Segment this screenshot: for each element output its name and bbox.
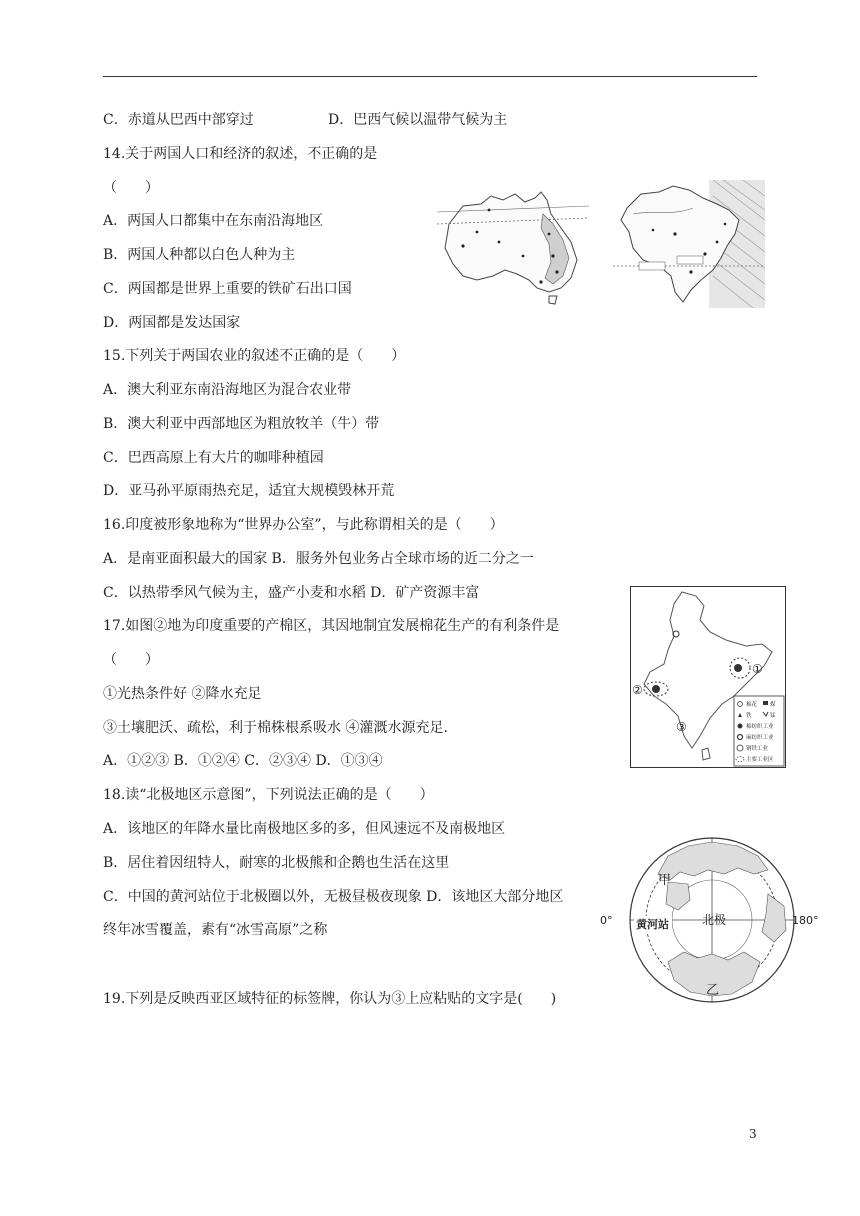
city-dot [522,255,525,258]
label-yellow-river-station: 黄河站 [636,918,669,931]
q15-stem: 15.下列关于两国农业的叙述不正确的是（ ） [103,348,406,364]
label-jia: 甲 [658,873,672,888]
india-map-figure [630,586,786,768]
q14-stem: 14.关于两国人口和经济的叙述，不正确的是 [103,146,378,162]
q15-option-a: A．澳大利亚东南沿海地区为混合农业带 [103,382,352,398]
city-dot [461,244,464,247]
q15-option-d: D．亚马孙平原雨热充足，适宜大规模毁林开荒 [103,483,395,499]
q18-options-cd: C．中国的黄河站位于北极圈以外，无极昼极夜现象 D．该地区大部分地区 [103,889,564,905]
australia-map-figure [433,184,593,306]
tasmania-outline [549,296,557,304]
city-dot [724,223,727,226]
arctic-map-figure [600,834,824,1008]
page-number: 3 [749,1127,757,1141]
region-marker-1: ① [752,662,763,676]
legend-iron: 铁 [746,713,752,719]
legend-cotton-textile: 棉纺织工业 [746,724,774,730]
q18-option-b: B．居住着因纽特人，耐寒的北极熊和企鹅也生活在这里 [103,855,450,871]
city-dot [539,280,542,283]
header-rule [103,76,757,77]
label-0-degrees: 0° [600,914,613,927]
label-north-pole: 北极 [702,913,727,927]
q18-option-a: A．该地区的年降水量比南极地区多的多，但风速远不及南极地区 [103,821,506,837]
q13-option-c: C．赤道从巴西中部穿过 [103,112,254,128]
q13-option-d: D．巴西气候以温带气候为主 [328,112,508,128]
q17-options: A．①②③ B．①②④ C．②③④ D．①③④ [103,753,383,769]
city-dot [476,231,479,234]
legend-cotton: 棉花 [746,702,758,708]
q16-options-line2: C．以热带季风气候为主，盛产小麦和水稻 D．矿产资源丰富 [103,585,480,601]
region-2-symbol [652,685,660,693]
city-dot [488,209,491,212]
q18-option-d-continued: 终年冰雪覆盖，素有“冰雪高原”之称 [103,922,328,938]
legend-coal: 煤 [770,702,776,708]
q15-option-b: B．澳大利亚中西部地区为粗放牧羊（牛）带 [103,416,380,432]
legend-manganese: 锰 [770,713,776,719]
india-map-legend [734,696,784,766]
q17-stem: 17.如图②地为印度重要的产棉区，其因地制宜发展棉花生产的有利条件是 [103,618,560,634]
city-dot [548,233,551,236]
city-dot [555,270,558,273]
q17-condition-line2: ③土壤肥沃、疏松，利于棉株根系吸水 ④灌溉水源充足. [103,720,448,736]
q19-stem: 19.下列是反映西亚区域特征的标签牌，你认为③上应粘贴的文字是( ) [103,991,557,1007]
city-dot [673,232,676,235]
map-label-box [677,256,703,264]
city-dot [689,270,692,273]
label-180-degrees: 180° [792,914,819,927]
city-dot [703,252,706,255]
city-dot [551,254,554,257]
region-marker-3: ③ [676,720,687,734]
q17-condition-line1: ①光热条件好 ②降水充足 [103,686,262,702]
city-dot [498,241,501,244]
city-dot [652,229,655,232]
legend-steel: 钢铁工业 [746,746,769,752]
q14-option-d: D．两国都是发达国家 [103,315,241,331]
q16-stem: 16.印度被形象地称为“世界办公室”，与此称谓相关的是（ ） [103,517,504,533]
q14-option-a: A．两国人口都集中在东南沿海地区 [103,213,324,229]
q14-option-b: B．两国人种都以白色人种为主 [103,247,296,263]
q17-blank: （ ） [103,652,159,668]
q14-blank: （ ） [103,180,159,196]
q15-option-c: C．巴西高原上有大片的咖啡种植园 [103,450,324,466]
legend-industrial-zone: 主要工业区 [746,757,774,763]
map-label-box [639,262,665,270]
label-yi: 乙 [706,983,720,998]
legend-jute-textile: 麻纺织工业 [746,735,774,741]
region-marker-2: ② [632,683,643,697]
q16-options-line1: A．是南亚面积最大的国家 B．服务外包业务占全球市场的近二分之一 [103,551,534,567]
q14-option-c: C．两国都是世界上重要的铁矿石出口国 [103,281,352,297]
sri-lanka-outline [702,748,710,760]
brazil-map-figure [613,180,765,308]
q18-stem: 18.读“北极地区示意图”，下列说法正确的是（ ） [103,787,434,803]
region-1-symbol [734,664,742,672]
city-dot [716,241,719,244]
